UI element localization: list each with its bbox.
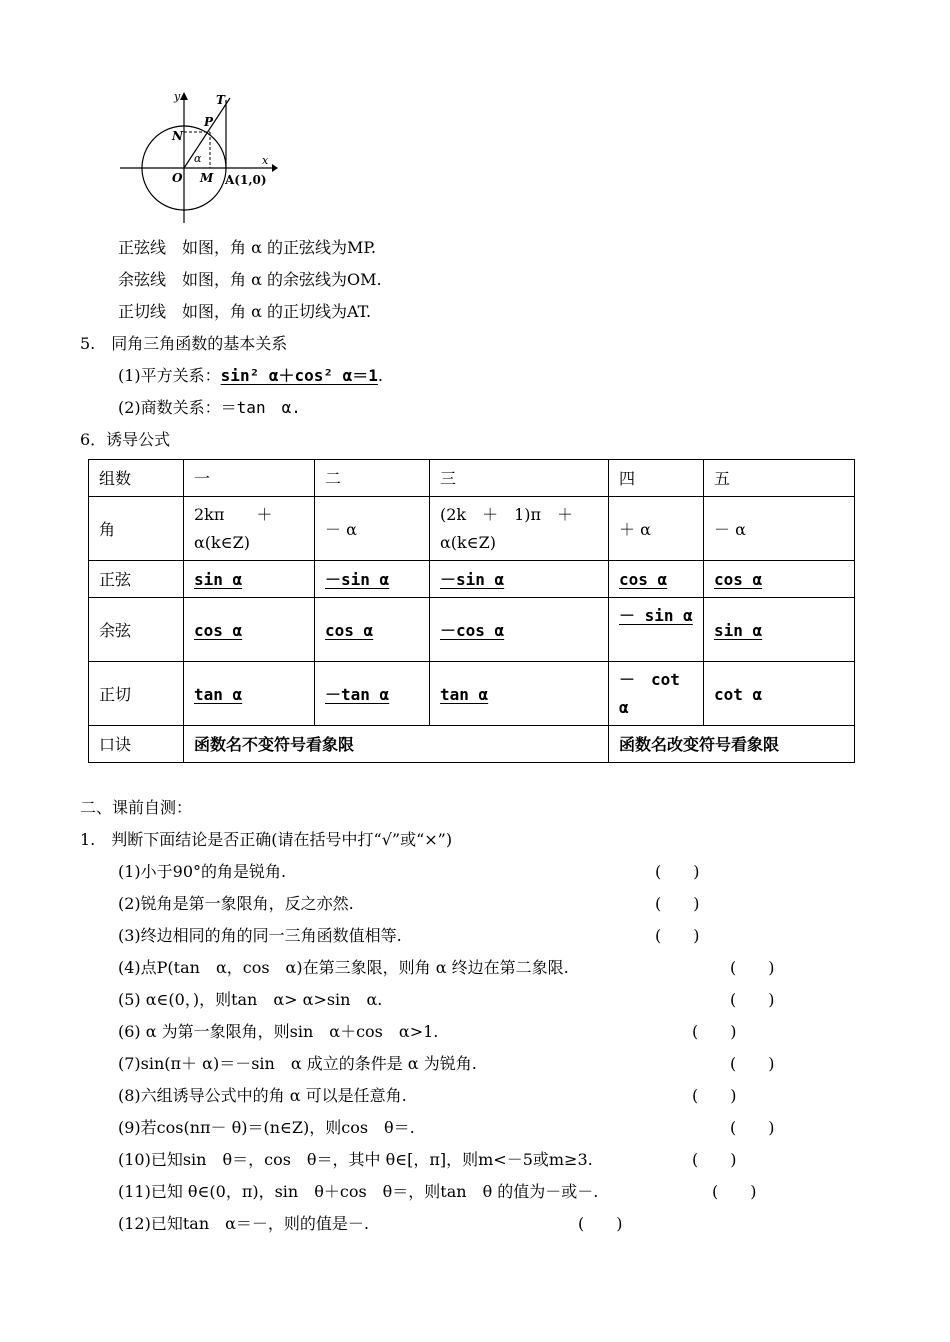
answer-blank[interactable]: ( ): [692, 1150, 737, 1169]
terminal-side: [184, 98, 230, 168]
answer-blank[interactable]: ( ): [655, 926, 700, 945]
table-cell: cos α: [184, 598, 315, 662]
table-cell: sin α: [184, 561, 315, 598]
sine-line-text: 正弦线 如图，角 α 的正弦线为MP.: [118, 238, 376, 257]
table-cell: － α: [315, 497, 430, 561]
square-relation-label: (1)平方关系：: [118, 366, 221, 385]
table-cell: 2kπ ＋ α(k∈Z): [184, 497, 315, 561]
table-cell: －sin α: [430, 561, 609, 598]
label-x: x: [262, 154, 269, 167]
table-cell: － α: [704, 497, 855, 561]
table-cell: 函数名改变符号看象限: [609, 726, 855, 763]
table-cell: 四: [609, 460, 704, 497]
table-cell: sin α: [704, 598, 855, 662]
square-relation-formula: sin² α＋cos² α＝1: [220, 366, 378, 385]
list-item: (2)锐角是第一象限角，反之亦然.: [118, 894, 354, 913]
label-A: A(1,0): [225, 173, 267, 187]
quotient-relation-formula: ＝tan α.: [220, 398, 301, 417]
part2-title: 二、课前自测：: [80, 798, 193, 817]
list-item: (8)六组诱导公式中的角 α 可以是任意角.: [118, 1086, 407, 1105]
label-O: O: [172, 171, 183, 185]
table-cell: tan α: [430, 662, 609, 726]
table-cell: 组数: [89, 460, 184, 497]
table-cell: cot α: [704, 662, 855, 726]
label-alpha: α: [194, 152, 202, 165]
list-item: (12)已知tan α＝－，则的值是－.: [118, 1214, 370, 1233]
table-row: [89, 497, 855, 561]
section5-title: 5. 同角三角函数的基本关系: [80, 334, 288, 353]
tangent-line-text: 正切线 如图，角 α 的正切线为AT.: [118, 302, 372, 321]
answer-blank[interactable]: ( ): [712, 1182, 757, 1201]
table-cell: －tan α: [315, 662, 430, 726]
table-row: [89, 460, 855, 497]
table-cell: － cot α: [609, 662, 704, 726]
x-axis-arrow: [272, 164, 278, 172]
label-P: P: [204, 115, 214, 129]
table-cell: －sin α: [315, 561, 430, 598]
table-cell: － sin α: [609, 598, 704, 662]
table-cell: 三: [430, 460, 609, 497]
list-item: (3)终边相同的角的同一三角函数值相等.: [118, 926, 402, 945]
table-cell: 正弦: [89, 561, 184, 598]
label-M: M: [200, 171, 214, 185]
induction-formula-table: [88, 459, 855, 763]
list-item: (7)sin(π＋ α)＝－sin α 成立的条件是 α 为锐角.: [118, 1054, 477, 1073]
table-cell: 五: [704, 460, 855, 497]
table-cell: cos α: [704, 561, 855, 598]
table-cell: 口诀: [89, 726, 184, 763]
table-cell: 角: [89, 497, 184, 561]
answer-blank[interactable]: ( ): [655, 894, 700, 913]
answer-blank[interactable]: ( ): [655, 862, 700, 881]
label-y: y: [174, 90, 181, 103]
list-item: (5) α∈(0，)，则tan α> α>sin α.: [118, 990, 383, 1009]
square-relation: [118, 366, 383, 386]
list-item: (9)若cos(nπ－ θ)＝(n∈Z)，则cos θ＝.: [118, 1118, 415, 1137]
question1-title: 1. 判断下面结论是否正确(请在括号中打“√”或“×”): [80, 830, 453, 849]
label-T: T: [216, 93, 225, 107]
answer-blank[interactable]: ( ): [692, 1086, 737, 1105]
answer-blank[interactable]: ( ): [692, 1022, 737, 1041]
table-cell: －cos α: [430, 598, 609, 662]
list-item: (4)点P(tan α，cos α)在第三象限，则角 α 终边在第二象限.: [118, 958, 569, 977]
table-cell: ＋ α: [609, 497, 704, 561]
table-row: [89, 662, 855, 726]
square-relation-end: .: [377, 366, 383, 385]
section6-title: 6．诱导公式: [80, 430, 171, 449]
table-cell: (2k ＋ 1)π ＋ α(k∈Z): [430, 497, 609, 561]
list-item: (6) α 为第一象限角，则sin α＋cos α>1.: [118, 1022, 439, 1041]
list-item: (11)已知 θ∈(0，π)，sin θ＋cos θ＝，则tan θ 的值为－或－.: [118, 1182, 599, 1201]
answer-blank[interactable]: ( ): [578, 1214, 623, 1233]
table-cell: cos α: [609, 561, 704, 598]
table-row: [89, 726, 855, 763]
label-N: N: [172, 129, 183, 143]
table-cell: tan α: [184, 662, 315, 726]
list-item: (1)小于90°的角是锐角.: [118, 862, 287, 881]
list-item: (10)已知sin θ＝，cos θ＝，其中 θ∈[，π]，则m<－5或m≥3.: [118, 1150, 593, 1169]
answer-blank[interactable]: ( ): [730, 1054, 775, 1073]
table-row: [89, 561, 855, 598]
y-axis-arrow: [180, 92, 188, 100]
answer-blank[interactable]: ( ): [730, 1118, 775, 1137]
answer-blank[interactable]: ( ): [730, 990, 775, 1009]
unit-circle-diagram: [112, 88, 282, 228]
table-cell: 函数名不变符号看象限: [184, 726, 609, 763]
table-cell: 正切: [89, 662, 184, 726]
table-cell: cos α: [315, 598, 430, 662]
quotient-relation: [118, 398, 301, 418]
quotient-relation-label: (2)商数关系：: [118, 398, 221, 417]
table-cell: 余弦: [89, 598, 184, 662]
cosine-line-text: 余弦线 如图，角 α 的余弦线为OM.: [118, 270, 382, 289]
table-cell: 一: [184, 460, 315, 497]
table-cell: 二: [315, 460, 430, 497]
table-row: [89, 598, 855, 662]
answer-blank[interactable]: ( ): [730, 958, 775, 977]
